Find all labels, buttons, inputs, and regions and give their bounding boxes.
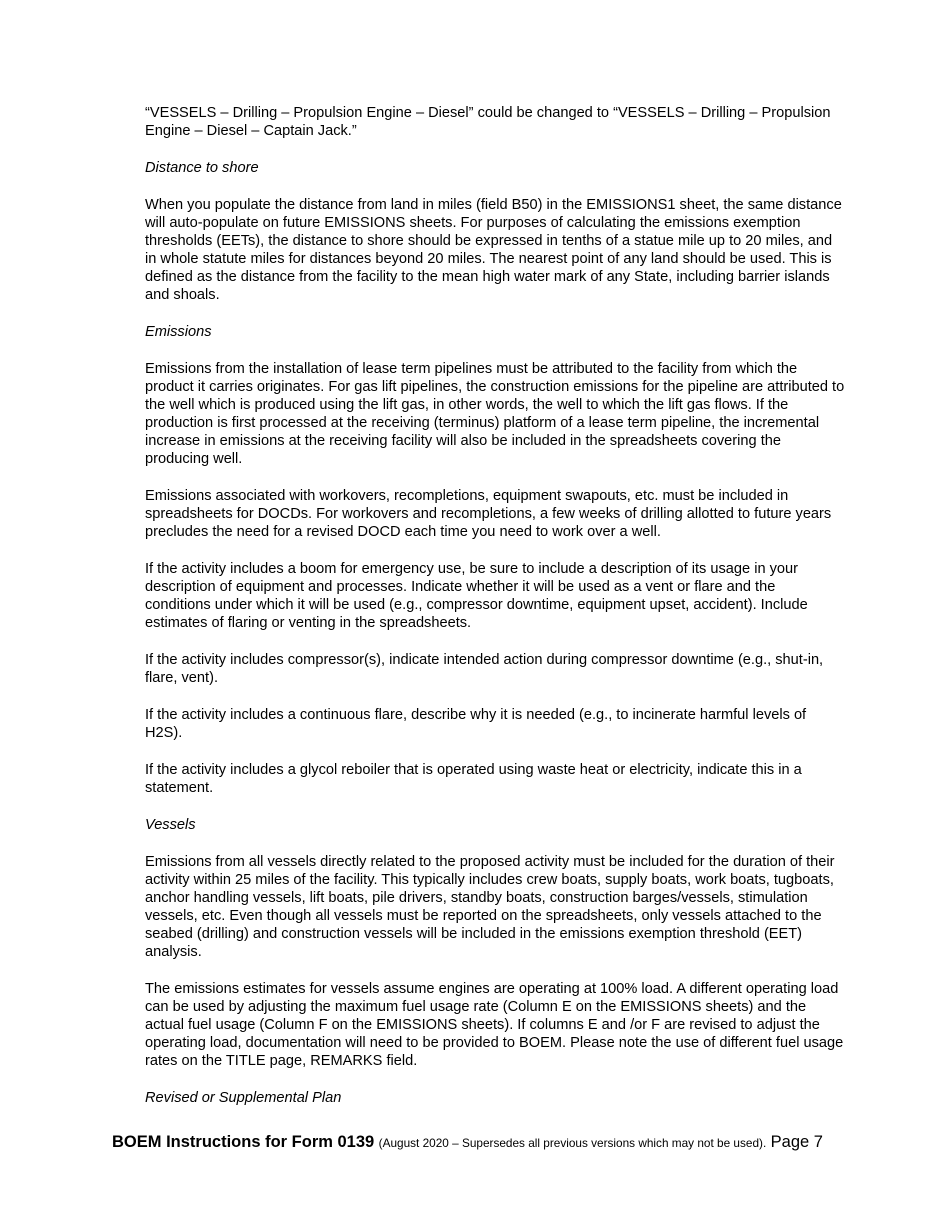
footer-note: (August 2020 – Supersedes all previous versions which may not be used).: [378, 1136, 767, 1150]
emissions-paragraph-4: If the activity includes compressor(s), indicate intended action during compressor downtime (e.g., shut-in, flare, vent).: [145, 652, 824, 686]
heading-distance-to-shore: Distance to shore: [145, 160, 259, 176]
page-footer: [112, 1133, 872, 1152]
heading-emissions: Emissions: [145, 324, 212, 340]
intro-paragraph: “VESSELS – Drilling – Propulsion Engine – Diesel” could be changed to “VESSELS – Drilling – Propulsion Engine – Diesel – Captain Jack.”: [145, 105, 831, 139]
emissions-paragraph-5: If the activity includes a continuous flare, describe why it is needed (e.g., to incinerate harmful levels of H2S).: [145, 707, 807, 741]
distance-paragraph: When you populate the distance from land in miles (field B50) in the EMISSIONS1 sheet, the same distance will auto-populate on future EMISSIONS sheets. For purposes of calculating the emissions exemption thresholds (EETs), the distance to shore should be expressed in tenths of a statue mile up to 20 miles, and in whole statute miles for distances beyond 20 miles. The nearest point of any land should be used. This is defined as the distance from the facility to the mean high water mark of any State, including barrier islands and shoals.: [145, 197, 842, 303]
emissions-paragraph-3: If the activity includes a boom for emergency use, be sure to include a description of its usage in your description of equipment and processes. Indicate whether it will be used as a vent or flare and the conditions under which it will be used (e.g., compressor downtime, equipment upset, accident). Include estimates of flaring or venting in the spreadsheets.: [145, 561, 808, 631]
page-body: [145, 104, 845, 1126]
vessels-paragraph-2: The emissions estimates for vessels assume engines are operating at 100% load. A different operating load can be used by adjusting the maximum fuel usage rate (Column E on the EMISSIONS sheets) and the actual fuel usage (Column F on the EMISSIONS sheets). If columns E and /or F are revised to adjust the operating load, documentation will need to be provided to BOEM. Please note the use of different fuel usage rates on the TITLE page, REMARKS field.: [145, 981, 844, 1069]
emissions-paragraph-2: Emissions associated with workovers, recompletions, equipment swapouts, etc. must be included in spreadsheets for DOCDs. For workovers and recompletions, a few weeks of drilling allotted to future years precludes the need for a revised DOCD each time you need to work over a well.: [145, 488, 832, 540]
emissions-paragraph-1: Emissions from the installation of lease term pipelines must be attributed to the facility from which the product it carries originates. For gas lift pipelines, the construction emissions for the pipeline are attributed to the well which is produced using the lift gas, in other words, the well to which the lift gas flows. If the production is first processed at the receiving (terminus) platform of a lease term pipeline, the incremental increase in emissions at the receiving facility will also be included in the spreadsheets covering the producing well.: [145, 361, 845, 467]
footer-title: BOEM Instructions for Form 0139: [112, 1133, 375, 1151]
page-number: Page 7: [770, 1133, 823, 1151]
heading-revised-plan: Revised or Supplemental Plan: [145, 1090, 342, 1106]
vessels-paragraph-1: Emissions from all vessels directly related to the proposed activity must be included for the duration of their activity within 25 miles of the facility. This typically includes crew boats, supply boats, work boats, tugboats, anchor handling vessels, lift boats, pile drivers, standby boats, construction barges/vessels, stimulation vessels, etc. Even though all vessels must be reported on the spreadsheets, only vessels attached to the seabed (drilling) and construction vessels will be included in the emissions exemption threshold (EET) analysis.: [145, 854, 835, 960]
heading-vessels: Vessels: [145, 817, 196, 833]
emissions-paragraph-6: If the activity includes a glycol reboiler that is operated using waste heat or electricity, indicate this in a statement.: [145, 762, 802, 796]
